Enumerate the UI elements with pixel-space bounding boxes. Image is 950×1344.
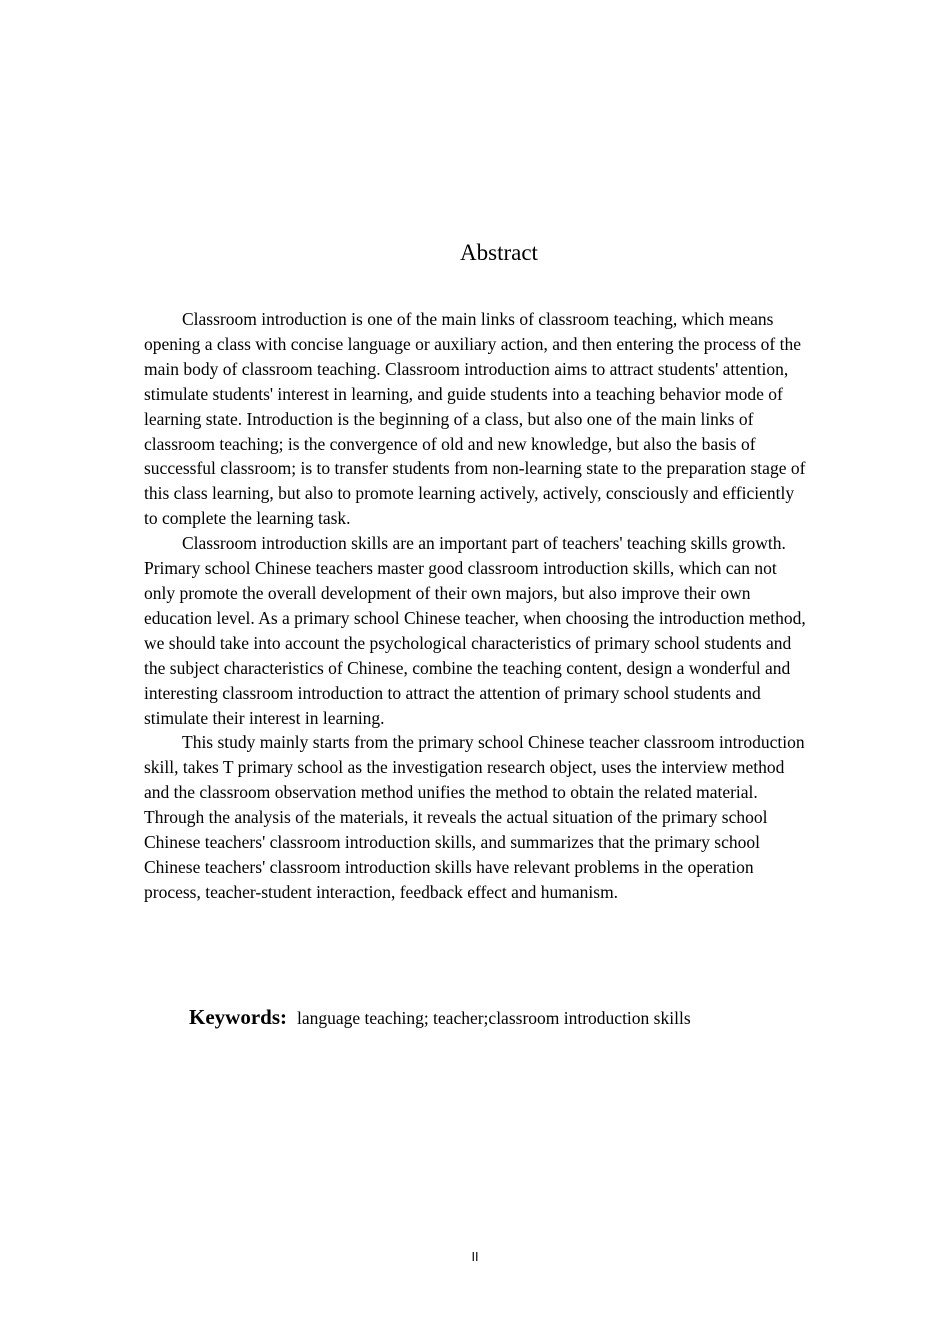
abstract-title: Abstract xyxy=(460,240,538,265)
keywords-label: Keywords: xyxy=(189,1005,287,1029)
page-number: II xyxy=(471,1250,479,1264)
abstract-paragraph-3: This study mainly starts from the primary school Chinese teacher classroom introduction skill, takes T primary school as the investigation research object, uses the interview method and the classroom observation method unifies the method to obtain the related material. Through the analysis of the materials, it reveals the actual situation of the primary school Chinese teachers' classroom introduction skills, and summarizes that the primary school Chinese teachers' classroom introduction skills have relevant problems in the operation process, teacher-student interaction, feedback effect and humanism. xyxy=(144,732,805,902)
abstract-body xyxy=(144,307,808,905)
abstract-paragraph-2: Classroom introduction skills are an important part of teachers' teaching skills growth. Primary school Chinese teachers master good classroom introduction skills, which can not only promote the overall development of their own majors, but also improve their own education level. As a primary school Chinese teacher, when choosing the introduction method, we should take into account the psychological characteristics of primary school students and the subject characteristics of Chinese, combine the teaching content, design a wonderful and interesting classroom introduction to attract the attention of primary school students and stimulate their interest in learning. xyxy=(144,533,806,728)
keywords-line xyxy=(189,1003,829,1032)
keywords-value: language teaching; teacher;classroom introduction skills xyxy=(297,1008,691,1028)
abstract-paragraph-1: Classroom introduction is one of the main links of classroom teaching, which means opening a class with concise language or auxiliary action, and then entering the process of the main body of classroom teaching. Classroom introduction aims to attract students' attention, stimulate students' interest in learning, and guide students into a teaching behavior mode of learning state. Introduction is the beginning of a class, but also one of the main links of classroom teaching; is the convergence of old and new knowledge, but also the basis of successful classroom; is to transfer students from non-learning state to the preparation stage of this class learning, but also to promote learning actively, actively, consciously and efficiently to complete the learning task. xyxy=(144,309,806,529)
